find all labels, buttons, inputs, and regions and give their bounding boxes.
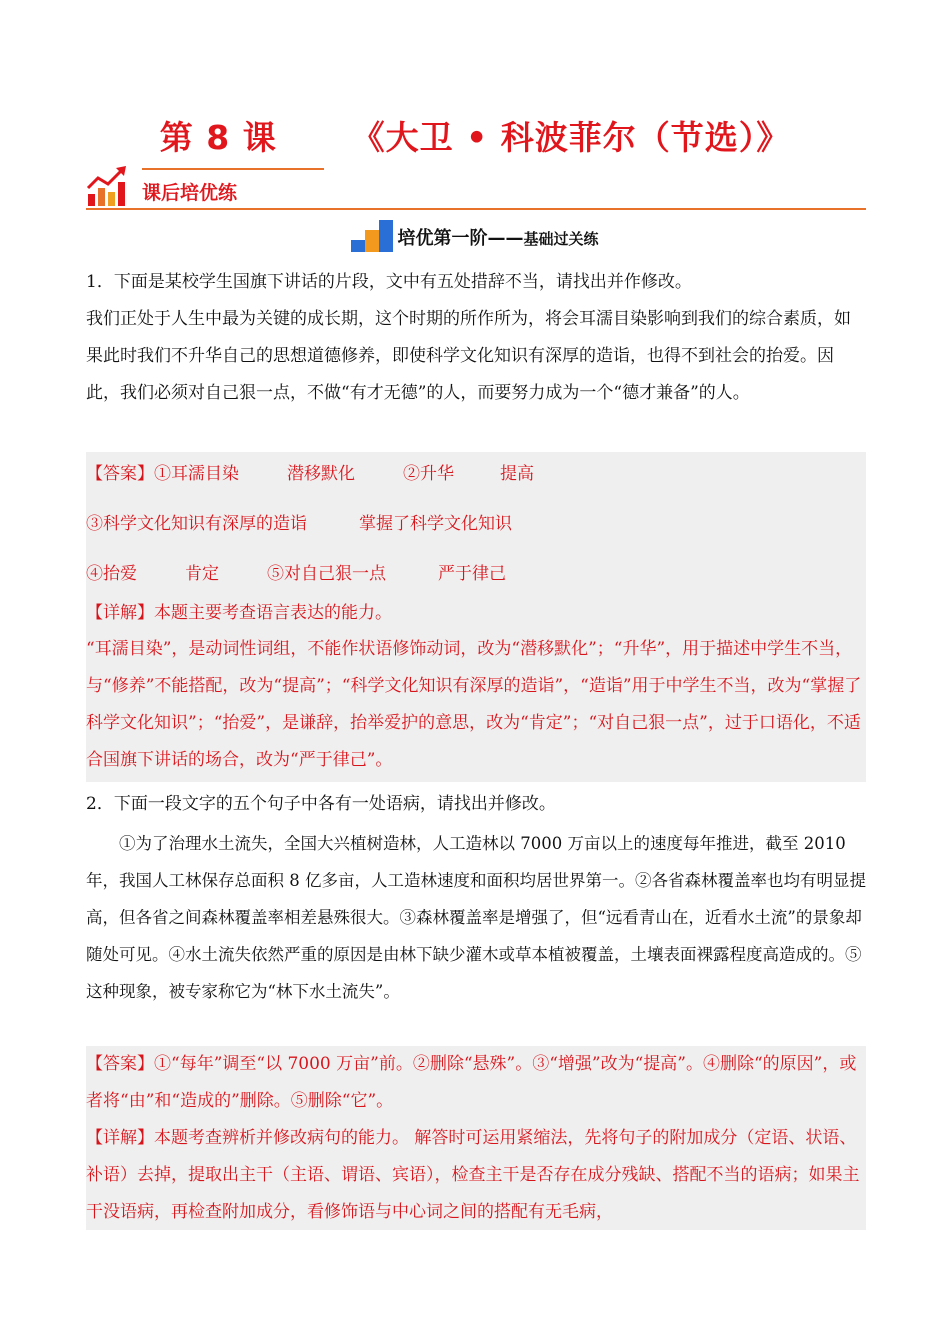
q1-answer-row-1 [86,452,866,502]
page-title: 第 8 课 《大卫 • 科波菲尔（节选）》 [159,118,791,157]
section-heading [0,220,950,252]
detail-tag: 【详解】 [86,603,154,623]
section-main-title: 培优第一阶—— [397,228,524,249]
banner-divider [86,208,866,210]
detail-text: 本题考查辨析并修改病句的能力。 解答时可运用紧缩法，先将句子的附加成分（定语、状语、补语）去掉，提取出主干（主语、谓语、宾语），检查主干是否存在成分残缺、搭配不当的语病；如果主干没语病，再检查附加成分，看修饰语与中心词之间的搭配有无毛病， [86,1128,860,1222]
answer-item: ⑤对自己狠一点 [267,564,386,584]
q1-answer-row-3 [86,552,866,596]
q2-detail [86,1120,866,1231]
answer-fix: 提高 [500,464,534,484]
q2-passage: ①为了治理水土流失，全国大兴植树造林，人工造林以 7000 万亩以上的速度每年推进，截至 2010 年，我国人工林保存总面积 8 亿多亩，人工造林速度和面积均居世界第一。②各省森林覆盖率也均有明显提高，但各省之间森林覆盖率相差悬殊很大。③森林覆盖率是增强了，但“远看青山在，近看水土流”的景象却随处可见。④水土流失依然严重的原因是由林下缺少灌木或草本植被覆盖，土壤表面裸露程度高造成的。⑤这种现象，被专家称它为“林下水土流失”。 [86,834,866,1001]
answer-fix: 潜移默化 [287,464,355,484]
answer-item: ①耳濡目染 [154,464,239,484]
q1-detail-lead [86,596,866,631]
detail-tag: 【详解】 [86,1128,154,1148]
q1-answer-box [86,452,866,782]
answer-tag: 【答案】 [86,1054,154,1074]
growth-chart-icon [86,164,130,208]
q2-answer [86,1046,866,1120]
answer-item: ④抬爱 [86,564,137,584]
answer-fix: 肯定 [185,564,219,584]
exercise-banner [86,162,866,212]
answer-text: ①“每年”调至“以 7000 万亩”前。②删除“悬殊”。③“增强”改为“提高”。④删除“的原因”，或者将“由”和“造成的”删除。⑤删除“它”。 [86,1054,857,1111]
banner-accent-line [142,168,324,170]
section-sub-title: 基础过关练 [523,230,599,248]
answer-fix: 掌握了科学文化知识 [359,514,512,534]
detail-lead: 本题主要考查语言表达的能力。 [154,603,392,623]
answer-fix: 严于律己 [438,564,506,584]
q1-stem: 1．下面是某校学生国旗下讲话的片段，文中有五处措辞不当，请找出并作修改。 [86,272,692,292]
stairs-icon [351,220,393,252]
q1-answer-row-2 [86,502,866,552]
answer-item: ③科学文化知识有深厚的造诣 [86,514,307,534]
q2-answer-box [86,1046,866,1230]
answer-item: ②升华 [403,464,454,484]
answer-tag: 【答案】 [86,464,154,484]
q1-detail-body: “耳濡目染”，是动词性词组，不能作状语修饰动词，改为“潜移默化”；“升华”，用于描述中学生不当，与“修养”不能搭配，改为“提高”；“科学文化知识有深厚的造诣”，“造诣”用于中学生不当，改为“掌握了科学文化知识”；“抬爱”，是谦辞，抬举爱护的意思，改为“肯定”；“对自己狠一点”，过于口语化，不适合国旗下讲话的场合，改为“严于律己”。 [86,639,862,770]
q2-stem: 2．下面一段文字的五个句子中各有一处语病，请找出并修改。 [86,794,556,814]
banner-label: 课后培优练 [142,182,238,204]
q1-passage: 我们正处于人生中最为关键的成长期，这个时期的所作所为，将会耳濡目染影响到我们的综合素质，如果此时我们不升华自己的思想道德修养，即使科学文化知识有深厚的造诣，也得不到社会的抬爱。因此，我们必须对自己狠一点，不做“有才无德”的人，而要努力成为一个“德才兼备”的人。 [86,309,851,403]
